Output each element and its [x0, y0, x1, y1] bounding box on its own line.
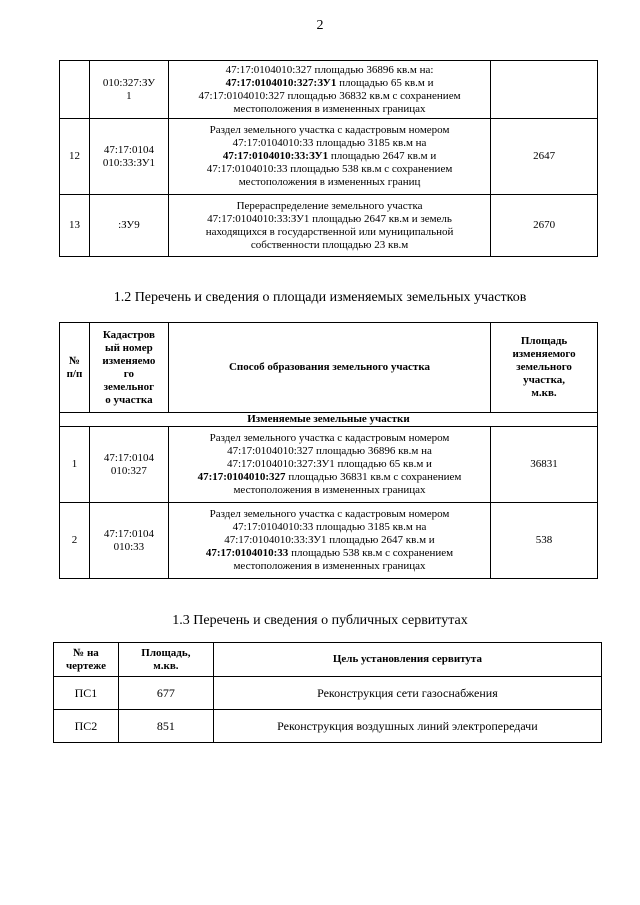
desc-text: площадью 538 кв.м с сохранением	[288, 547, 454, 559]
header-line: земельного	[516, 361, 572, 373]
area-cell: 2647	[491, 119, 598, 195]
desc-bold-text: 47:17:0104010:327	[197, 471, 286, 483]
desc-text: 47:17:0104010:33:ЗУ1 площадью 2647 кв.м и	[224, 534, 435, 546]
header-line: земельног	[103, 380, 155, 393]
table-row	[54, 677, 602, 710]
area-cell: 2670	[491, 195, 598, 257]
desc-text: 47:17:0104010:33 площадью 538 кв.м с сохранением	[206, 163, 453, 175]
desc-text: площадью 65 кв.м и	[336, 76, 434, 89]
header-line: изменяемого	[512, 348, 576, 360]
cadastral-number-cell	[89, 119, 168, 195]
header-line: Площадь	[520, 335, 568, 347]
header-line: го	[123, 367, 135, 380]
col-header-area	[118, 643, 213, 677]
table-changed-plots	[59, 322, 598, 579]
desc-text: Раздел земельного участка с кадастровым номером	[209, 432, 450, 444]
cadastral-number-line: 47:17:0104	[103, 527, 154, 540]
desc-text: 47:17:0104010:327 площадью 36896 кв.м на:	[225, 63, 434, 76]
row-number-cell: 13	[60, 195, 90, 257]
cadastral-number-line: 47:17:0104	[103, 143, 154, 156]
desc-text: 47:17:0104010:33 площадью 3185 кв.м на	[232, 521, 427, 533]
header-line: Площадь,	[141, 646, 191, 659]
cadastral-number-line: :ЗУ9	[118, 219, 140, 231]
table-servitudes	[53, 642, 602, 743]
desc-bold-text: 47:17:0104010:33	[205, 547, 289, 559]
desc-text: 47:17:0104010:327 площадью 36896 кв.м на	[227, 445, 432, 457]
header-line: ый номер	[104, 341, 153, 354]
desc-text: собственности площадью 23 кв.м	[250, 238, 409, 251]
section-1-2-title: 1.2 Перечень и сведения о площади изменяемых земельных участков	[113, 290, 527, 305]
cadastral-number-line: 1	[126, 89, 132, 102]
row-number-cell: 12	[60, 119, 90, 195]
header-line: о участка	[105, 393, 153, 406]
method-cell	[168, 195, 490, 257]
col-header-drawing-num	[54, 643, 119, 677]
desc-bold-text: 47:17:0104010:33:ЗУ1	[222, 150, 329, 162]
section-1-3-title: 1.3 Перечень и сведения о публичных сервитутах	[172, 613, 468, 628]
desc-text: 47:17:0104010:33:ЗУ1 площадью 2647 кв.м и земель	[207, 212, 452, 225]
col-header-area	[491, 323, 598, 413]
page-number: 2	[316, 18, 324, 33]
desc-text: местоположения в измененных границах	[233, 484, 426, 496]
cadastral-number-line: 010:327:ЗУ	[102, 76, 155, 89]
table-row	[60, 119, 598, 195]
table-continuation	[59, 60, 598, 257]
purpose-cell: Реконструкция сети газоснабжения	[213, 677, 601, 710]
header-line: м.кв.	[153, 659, 179, 672]
header-line: м.кв.	[531, 387, 557, 399]
cadastral-number-line: 47:17:0104	[103, 451, 154, 464]
desc-text: местоположения в измененных границ	[238, 176, 421, 188]
desc-text: площадью 36831 кв.м с сохранением	[285, 471, 462, 483]
table-row	[54, 710, 602, 743]
col-header-cadastral	[89, 323, 168, 413]
table-row	[60, 61, 598, 119]
cadastral-number-cell	[89, 427, 168, 503]
method-cell	[168, 427, 490, 503]
desc-text: Раздел земельного участка с кадастровым номером	[209, 508, 450, 520]
desc-text: местоположения в измененных границах	[233, 560, 426, 572]
row-number-cell: 2	[60, 503, 90, 579]
desc-text: Раздел земельного участка с кадастровым номером	[209, 124, 450, 136]
desc-text: 47:17:0104010:327:ЗУ1 площадью 65 кв.м и	[227, 458, 432, 470]
purpose-cell: Реконструкция воздушных линий электропередачи	[213, 710, 601, 743]
row-number-cell: 1	[60, 427, 90, 503]
header-line: чертеже	[65, 659, 106, 672]
header-line: изменяемо	[102, 354, 156, 367]
col-header-method: Способ образования земельного участка	[168, 323, 490, 413]
table-row	[60, 503, 598, 579]
desc-text: местоположения в измененных границах	[233, 102, 426, 115]
desc-text: Перераспределение земельного участка	[236, 199, 423, 212]
area-cell: 677	[118, 677, 213, 710]
area-cell: 538	[491, 503, 598, 579]
header-line: Кадастров	[102, 328, 155, 341]
cadastral-number-cell	[89, 503, 168, 579]
area-cell: 36831	[491, 427, 598, 503]
col-header-purpose: Цель установления сервитута	[213, 643, 601, 677]
table-row	[60, 427, 598, 503]
header-line: п/п	[66, 367, 83, 380]
method-cell	[168, 503, 490, 579]
desc-bold-text: 47:17:0104010:327:ЗУ1	[225, 76, 337, 89]
cadastral-number-line: 010:33	[113, 540, 145, 553]
table-row	[60, 195, 598, 257]
area-cell	[491, 61, 598, 119]
area-cell: 851	[118, 710, 213, 743]
row-number-cell	[60, 61, 90, 119]
desc-text: площадью 2647 кв.м и	[328, 150, 437, 162]
cadastral-number-cell	[89, 61, 168, 119]
drawing-number-cell: ПС1	[54, 677, 119, 710]
col-header-num	[60, 323, 90, 413]
desc-text: находящихся в государственной или муниципальной	[205, 225, 454, 238]
header-line: № на	[73, 646, 99, 659]
cadastral-number-line: 010:327	[110, 464, 147, 477]
subheader-changed-plots: Изменяемые земельные участки	[60, 413, 598, 427]
desc-text: 47:17:0104010:327 площадью 36832 кв.м с сохранением	[198, 89, 461, 102]
method-cell	[168, 61, 490, 119]
drawing-number-cell: ПС2	[54, 710, 119, 743]
method-cell	[168, 119, 490, 195]
cadastral-number-cell	[89, 195, 168, 257]
cadastral-number-line: 010:33:ЗУ1	[102, 156, 155, 169]
header-line: №	[68, 354, 80, 367]
desc-text: 47:17:0104010:33 площадью 3185 кв.м на	[232, 137, 427, 149]
header-line: участка,	[523, 374, 566, 386]
